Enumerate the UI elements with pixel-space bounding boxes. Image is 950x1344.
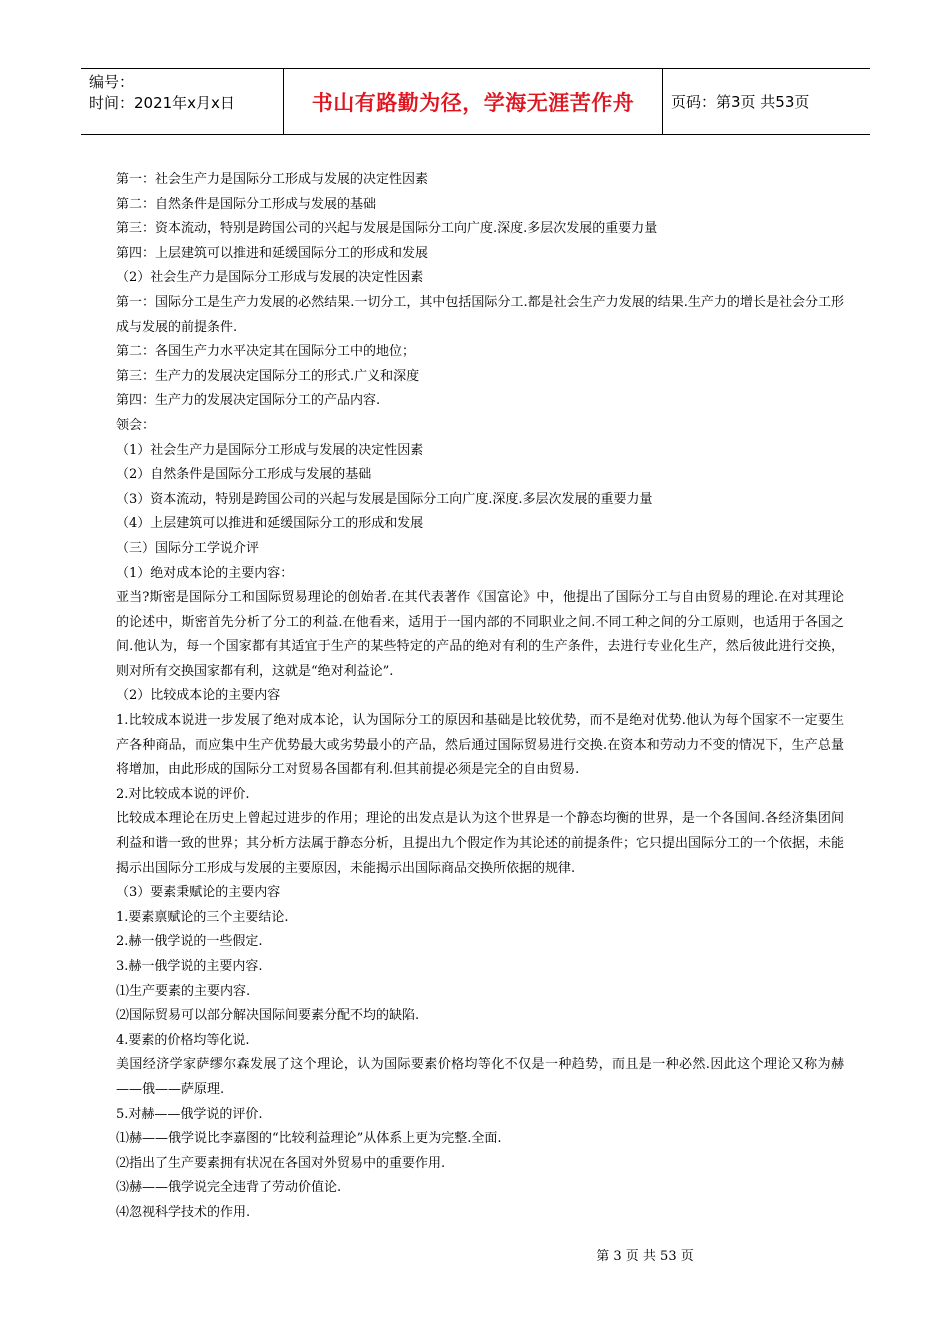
body-line: （三）国际分工学说介评: [116, 540, 260, 556]
header-motto: 书山有路勤为径，学海无涯苦作舟: [284, 69, 663, 134]
body-line: （1）绝对成本论的主要内容：: [116, 565, 294, 581]
body-paragraph: 比较成本理论在历史上曾起过进步的作用；理论的出发点是认为这个世界是一个静态均衡的世界，是一个各国间.各经济集团间利益和谐一致的世界；其分析方法属于静态分析，且提出九个假定作为其论述的前提条件；它只提出国际分工的一个依据，未能揭示出国际分工形成与发展的主要原因，未能揭示出国际商品交换所依据的规律.: [116, 811, 845, 876]
body-line: （2）社会生产力是国际分工形成与发展的决定性因素: [116, 270, 424, 286]
header-page-code: 页码：第3页 共53页: [671, 93, 810, 111]
body-line: 第三：资本流动，特别是跨国公司的兴起与发展是国际分工向广度.深度.多层次发展的重要力量: [116, 221, 658, 237]
body-line: 1.要素禀赋论的三个主要结论.: [116, 909, 289, 925]
serial-number-label: 编号：: [89, 73, 135, 91]
body-line: ⑴生产要素的主要内容.: [116, 983, 251, 999]
body-line: 4.要素的价格均等化说.: [116, 1032, 250, 1048]
body-line: ⑴赫——俄学说比李嘉图的“比较利益理论”从体系上更为完整.全面.: [116, 1131, 502, 1147]
body-line: 3.赫一俄学说的主要内容.: [116, 959, 263, 974]
body-line: 领会：: [116, 417, 156, 433]
body-line: ⑶赫——俄学说完全违背了劳动价值论.: [116, 1180, 342, 1196]
body-paragraph: 美国经济学家萨缪尔森发展了这个理论，认为国际要素价格均等化不仅是一种趋势，而且是一种必然.因此这个理论又称为赫——俄——萨原理.: [116, 1057, 844, 1097]
body-line: 2.赫一俄学说的一些假定.: [116, 934, 263, 950]
date-label: 时间：2021年x月x日: [89, 94, 235, 112]
body-line: 第四：上层建筑可以推进和延缓国际分工的形成和发展: [116, 245, 429, 261]
body-paragraph: 1.比较成本说进一步发展了绝对成本论，认为国际分工的原因和基础是比较优势，而不是绝对优势.他认为每个国家不一定要生产各种商品，而应集中生产优势最大或劣势最小的产品，然后通过国际贸易进行交换.在资本和劳动力不变的情况下，生产总量将增加，由此形成的国际分工对贸易各国都有利.但其前提必须是完全的自由贸易.: [116, 713, 844, 778]
body-line: 第二：各国生产力水平决定其在国际分工中的地位；: [116, 344, 416, 360]
body-line: （4）上层建筑可以推进和延缓国际分工的形成和发展: [116, 516, 424, 532]
document-header: [81, 68, 870, 135]
body-line: ⑷忽视科学技术的作用.: [116, 1204, 251, 1220]
body-line: 第三：生产力的发展决定国际分工的形式.广义和深度: [116, 368, 420, 384]
body-line: ⑵指出了生产要素拥有状况在各国对外贸易中的重要作用.: [116, 1155, 446, 1171]
body-line: （3）要素秉赋论的主要内容: [116, 885, 281, 901]
body-line: （1）社会生产力是国际分工形成与发展的决定性因素: [116, 442, 424, 458]
body-line: 第二：自然条件是国际分工形成与发展的基础: [116, 196, 377, 212]
body-line: 第一：社会生产力是国际分工形成与发展的决定性因素: [116, 172, 429, 187]
body-line: 5.对赫——俄学说的评价.: [116, 1106, 263, 1122]
body-paragraph: 亚当?斯密是国际分工和国际贸易理论的创始者.在其代表著作《国富论》中，他提出了国际分工与自由贸易的理论.在对其理论的论述中，斯密首先分析了分工的利益.在他看来，适用于一国内部的不同职业之间.不同工种之间的分工原则，也适用于各国之间.他认为，每一个国家都有其适宜于生产的某些特定的产品的绝对有利的生产条件，去进行专业化生产，然后彼此进行交换，则对所有交换国家都有利，这就是“绝对利益论”.: [116, 590, 844, 679]
body-line: （2）自然条件是国际分工形成与发展的基础: [116, 467, 372, 483]
page-footer: 第 3 页 共 53 页: [596, 1249, 694, 1264]
body-line: 第四：生产力的发展决定国际分工的产品内容.: [116, 393, 381, 409]
body-line: ⑵国际贸易可以部分解决国际间要素分配不均的缺陷.: [116, 1008, 420, 1024]
document-body: [116, 168, 844, 1226]
body-line: 2.对比较成本说的评价.: [116, 786, 250, 802]
body-line: （2）比较成本论的主要内容: [116, 688, 281, 704]
body-line: （3）资本流动，特别是跨国公司的兴起与发展是国际分工向广度.深度.多层次发展的重要力量: [116, 491, 653, 507]
header-meta: [81, 69, 284, 134]
body-paragraph: 第一：国际分工是生产力发展的必然结果.一切分工，其中包括国际分工.都是社会生产力发展的结果.生产力的增长是社会分工形成与发展的前提条件.: [116, 294, 844, 335]
